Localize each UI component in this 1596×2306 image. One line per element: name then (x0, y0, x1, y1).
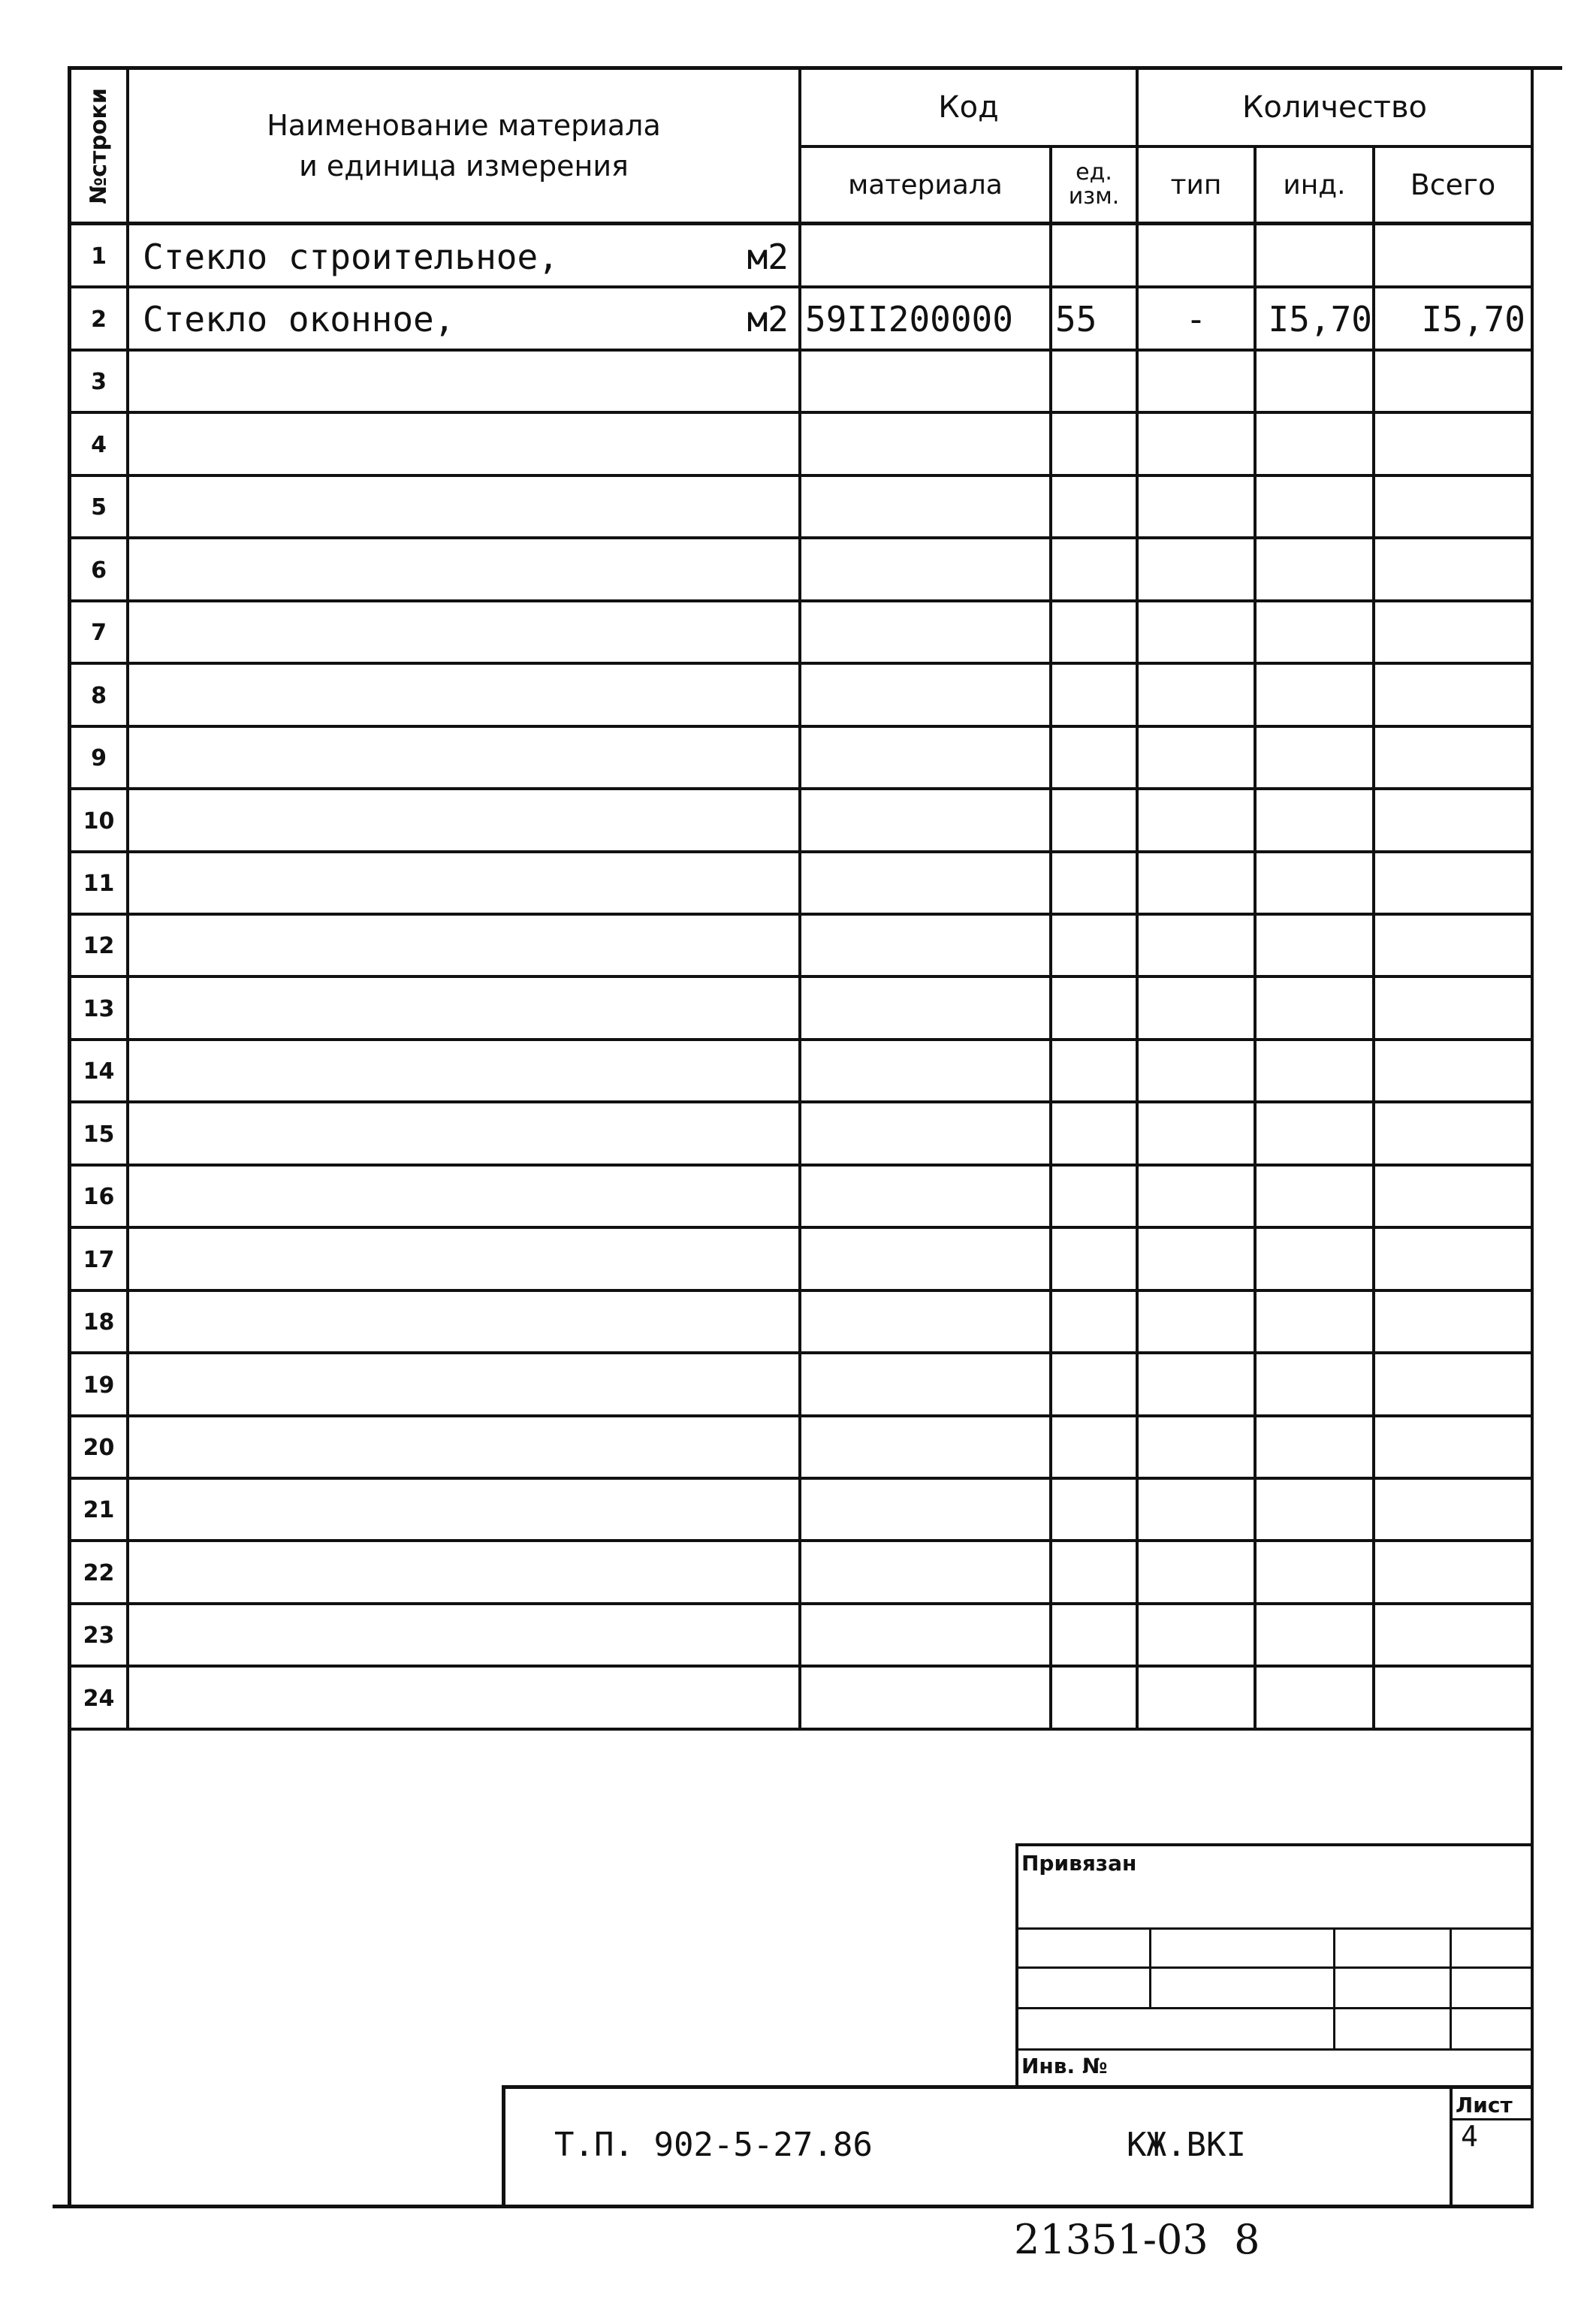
individual-value: I5,70 (1268, 299, 1372, 340)
unit-code-header (1052, 148, 1136, 222)
table-row (0, 1667, 1596, 1730)
row-number: 17 (83, 1246, 115, 1273)
row-number: 6 (91, 557, 107, 584)
table-row (0, 225, 1596, 288)
table-row (0, 476, 1596, 539)
name-header-line1: Наименование материала (267, 109, 661, 142)
title-strip-left (502, 2085, 505, 2207)
row-number: 23 (83, 1622, 115, 1649)
unit-name: м2 (747, 236, 789, 277)
attached-line-2 (1015, 1966, 1534, 1969)
unit-code-header-line2: изм. (1068, 183, 1120, 210)
total-value: I5,70 (1421, 299, 1525, 340)
row-number: 1 (91, 243, 107, 270)
table-row (0, 1354, 1596, 1417)
row-divider (68, 1728, 1534, 1731)
attached-vline-1 (1149, 1927, 1151, 2009)
material-code (805, 225, 1049, 288)
attached-vline-3 (1450, 1927, 1452, 2051)
row-number: 24 (83, 1685, 115, 1712)
frame-bottom (53, 2205, 1534, 2208)
title-strip-top (502, 2085, 1534, 2089)
table-row (0, 789, 1596, 853)
type-value: - (1185, 299, 1207, 340)
code-group-header: Код (938, 90, 999, 125)
type-value (1139, 225, 1254, 288)
attached-block-top (1015, 1843, 1534, 1846)
table-row (0, 288, 1596, 351)
row-number: 18 (83, 1309, 115, 1336)
row-number: 14 (83, 1058, 115, 1085)
row-number: 7 (91, 620, 107, 646)
material-name: Стекло оконное, (143, 299, 455, 340)
row-number: 16 (83, 1184, 115, 1210)
table-row (0, 413, 1596, 476)
material-name: Стекло строительное, (143, 236, 559, 277)
name-header (129, 105, 798, 186)
sheet-number: 4 (1461, 2120, 1478, 2153)
material-code-header: материала (848, 169, 1003, 201)
material-code: 59II200000 (805, 299, 1013, 340)
unit-code: 55 (1055, 299, 1097, 340)
attached-line-1 (1015, 1927, 1534, 1930)
unit-code-header-line1: ед. (1076, 159, 1112, 186)
table-row (0, 1166, 1596, 1228)
table-row (0, 1228, 1596, 1291)
doc-number: Т.П. 902-5-27.86 (554, 2126, 873, 2164)
row-number: 13 (83, 995, 115, 1022)
inv-label: Инв. № (1021, 2054, 1108, 2078)
row-number: 10 (83, 807, 115, 835)
attached-label: Привязан (1021, 1851, 1137, 1876)
total-header: Всего (1410, 168, 1496, 201)
table-row (0, 351, 1596, 413)
row-number: 5 (91, 494, 107, 521)
attached-line-4 (1015, 2048, 1534, 2051)
sheet-label: Лист (1456, 2093, 1513, 2117)
table-row (0, 853, 1596, 915)
table-row (0, 1541, 1596, 1604)
sheet-cell-left (1450, 2085, 1453, 2207)
row-number: 21 (83, 1497, 115, 1523)
table-row (0, 1103, 1596, 1166)
table-row (0, 1291, 1596, 1354)
row-number: 8 (91, 682, 107, 709)
row-number: 3 (91, 369, 107, 395)
row-number: 4 (91, 431, 107, 458)
row-number: 11 (83, 871, 115, 897)
individual-value (1257, 225, 1372, 288)
type-header: тип (1170, 169, 1222, 201)
table-row (0, 915, 1596, 977)
row-number: 2 (91, 306, 107, 333)
individual-header: инд. (1283, 169, 1346, 201)
table-row (0, 1604, 1596, 1667)
attached-vline-2 (1333, 1927, 1335, 2051)
name-header-line2: и единица измерения (299, 149, 629, 183)
attached-block-left (1015, 1843, 1018, 2087)
quantity-group-header: Количество (1242, 90, 1427, 125)
table-row (0, 977, 1596, 1040)
total-value (1375, 225, 1525, 288)
table-row (0, 1479, 1596, 1541)
table-row (0, 664, 1596, 727)
table-row (0, 727, 1596, 789)
row-number: 19 (83, 1372, 115, 1399)
table-row (0, 602, 1596, 664)
attached-line-3 (1015, 2007, 1534, 2009)
table-row (0, 1417, 1596, 1479)
footer-note: 21351-03 8 (1014, 2216, 1260, 2263)
row-number: 22 (83, 1559, 115, 1586)
row-number: 20 (83, 1435, 115, 1461)
unit-name: м2 (747, 299, 789, 340)
row-number-header (71, 70, 126, 222)
doc-code: КЖ.ВКI (1127, 2126, 1246, 2164)
row-number: 15 (83, 1121, 115, 1148)
unit-code (1055, 225, 1136, 288)
row-number: 9 (91, 745, 107, 771)
row-number-header-text: №строки (86, 87, 113, 204)
table-row (0, 539, 1596, 602)
row-number: 12 (83, 933, 115, 959)
table-row (0, 1040, 1596, 1103)
